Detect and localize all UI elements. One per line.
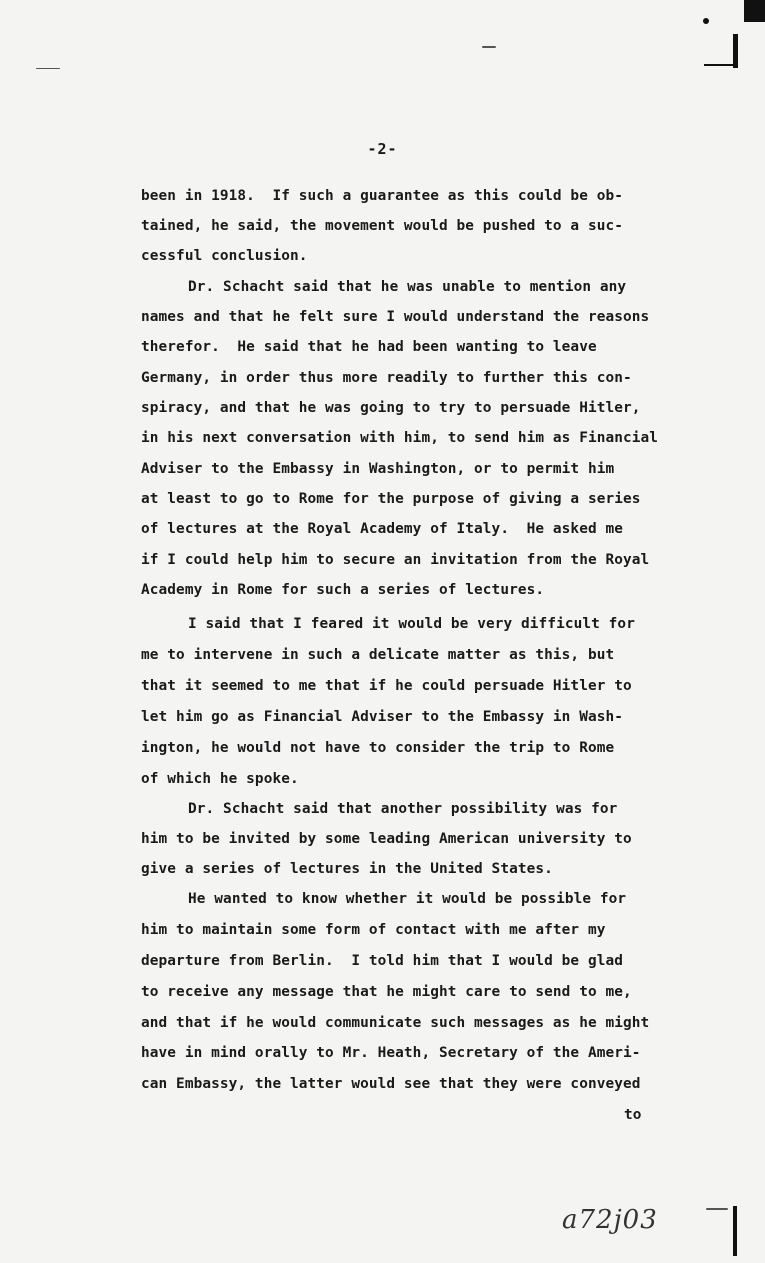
text-line: He wanted to know whether it would be possible for — [188, 891, 627, 907]
binding-mark-side — [733, 34, 738, 68]
text-line: Academy in Rome for such a series of lectures. — [141, 582, 545, 598]
text-line: can Embassy, the latter would see that they were conveyed — [141, 1076, 641, 1092]
text-line: to receive any message that he might care to send to me, — [141, 984, 632, 1000]
text-line: Dr. Schacht said that another possibility was for — [188, 801, 618, 817]
text-line: cessful conclusion. — [141, 248, 308, 264]
binding-mark-base — [704, 64, 734, 66]
text-line: let him go as Financial Adviser to the Embassy in Wash- — [141, 709, 624, 725]
text-line: been in 1918. If such a guarantee as this could be ob- — [141, 188, 624, 204]
corner-mark-top-right — [744, 0, 765, 22]
text-line: of which he spoke. — [141, 771, 299, 787]
text-line: of lectures at the Royal Academy of Italy. He asked me — [141, 521, 624, 537]
text-line: that it seemed to me that if he could persuade Hitler to — [141, 678, 632, 694]
scan-speck — [482, 46, 496, 48]
binding-mark-top — [703, 18, 709, 24]
text-line: in his next conversation with him, to send him as Financial — [141, 430, 659, 446]
text-line: Adviser to the Embassy in Washington, or to permit him — [141, 461, 615, 477]
scan-speck — [706, 1208, 728, 1210]
text-line: and that if he would communicate such messages as he might — [141, 1015, 650, 1031]
text-line: him to be invited by some leading American university to — [141, 831, 632, 847]
text-line: if I could help him to secure an invitation from the Royal — [141, 552, 650, 568]
text-line: therefor. He said that he had been wanting to leave — [141, 339, 597, 355]
handwritten-reference-number: a72j03 — [562, 1205, 658, 1235]
text-line: names and that he felt sure I would understand the reasons — [141, 309, 650, 325]
text-line: spiracy, and that he was going to try to persuade Hitler, — [141, 400, 641, 416]
text-line: give a series of lectures in the United States. — [141, 861, 553, 877]
text-line: ington, he would not have to consider the trip to Rome — [141, 740, 615, 756]
binding-mark-bottom — [733, 1206, 737, 1256]
text-line: I said that I feared it would be very difficult for — [188, 616, 635, 632]
text-line: Germany, in order thus more readily to further this con- — [141, 370, 632, 386]
text-line: departure from Berlin. I told him that I would be glad — [141, 953, 624, 969]
page-number: -2- — [367, 140, 398, 158]
catchword: to — [624, 1107, 642, 1123]
text-line: have in mind orally to Mr. Heath, Secretary of the Ameri- — [141, 1045, 641, 1061]
text-line: Dr. Schacht said that he was unable to mention any — [188, 279, 627, 295]
text-line: tained, he said, the movement would be pushed to a suc- — [141, 218, 624, 234]
text-line: me to intervene in such a delicate matter as this, but — [141, 647, 615, 663]
text-line: at least to go to Rome for the purpose of giving a series — [141, 491, 641, 507]
text-line: him to maintain some form of contact with me after my — [141, 922, 606, 938]
scan-speck — [36, 68, 60, 69]
